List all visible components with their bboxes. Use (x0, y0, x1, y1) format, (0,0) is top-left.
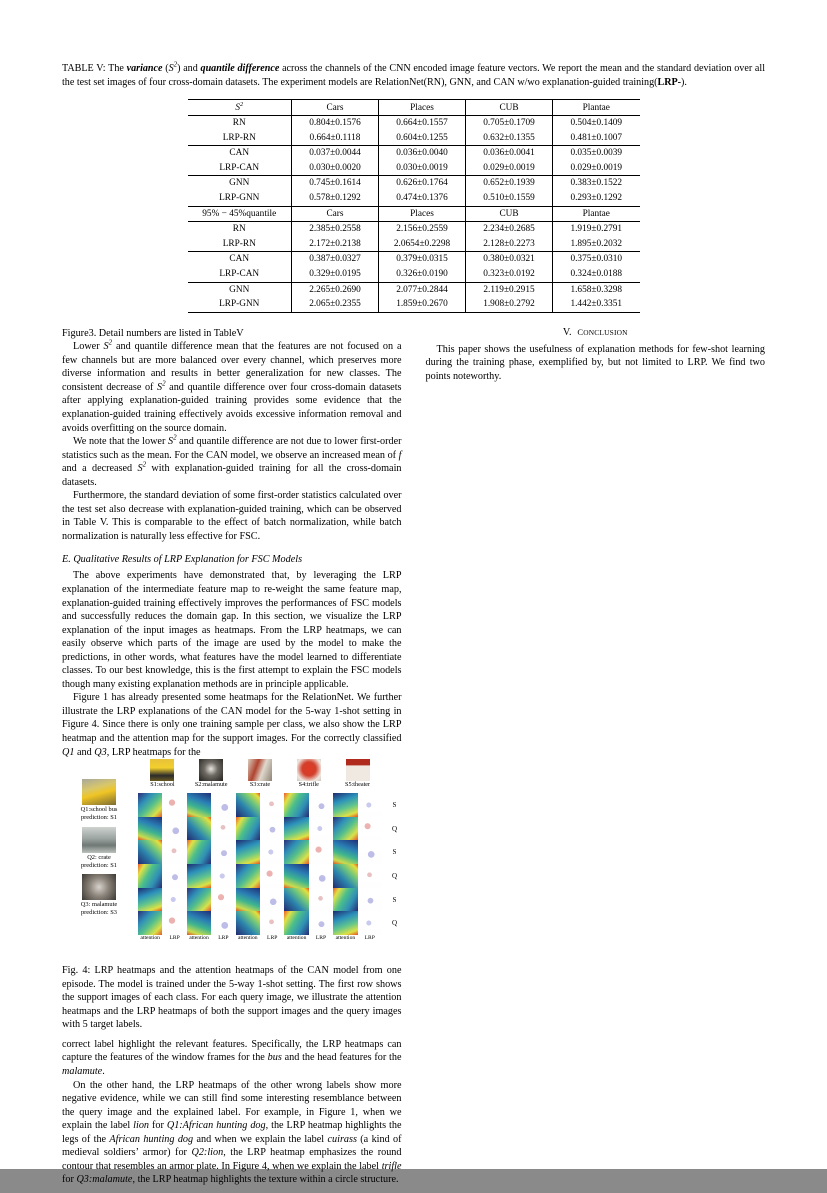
table-v-wrapper (62, 99, 765, 312)
table-header-row-s2 (188, 100, 640, 116)
table-cell: 0.036±0.0041 (466, 146, 553, 161)
support-thumbnail-s4 (297, 759, 321, 781)
lrp-heatmap-cell (260, 864, 284, 888)
support-cell (333, 759, 382, 793)
table-row (188, 116, 640, 131)
heatmap-row-pair (187, 888, 236, 912)
row-label: RN (232, 118, 246, 129)
support-cell (236, 759, 285, 793)
bottom-label-cell (236, 935, 285, 941)
query-item (62, 874, 136, 917)
lrp-heatmap-cell (211, 840, 235, 864)
table-cell: 0.578±0.1292 (292, 191, 379, 206)
attention-heatmap-cell (236, 793, 260, 817)
heatmap-row-pair (284, 793, 333, 817)
paragraph-correct-label: correct label highlight the relevant features. Specifically, the LRP heatmaps can capture the features of the window frames for the bus and the head features for the malamute. (62, 1038, 402, 1077)
table-row (188, 282, 640, 297)
attention-label: attention (238, 935, 258, 942)
row-label: GNN (188, 282, 292, 297)
table-cell: 1.895±0.2032 (553, 237, 640, 252)
attention-heatmap-cell (236, 864, 260, 888)
support-label: S5:theater (345, 781, 371, 789)
support-thumbnail-s3 (248, 759, 272, 781)
heatmap-column (236, 793, 285, 935)
table-cell: 0.705±0.1709 (466, 116, 553, 131)
attention-heatmap-cell (138, 888, 162, 912)
caption-mid-2: ) and (177, 63, 201, 74)
table-cell: 2.385±0.2558 (292, 222, 379, 237)
heatmap-row-pair (187, 864, 236, 888)
table-cell: 0.664±0.1118 (292, 131, 379, 146)
inline-s2-symbol: $S^2$ (137, 461, 147, 475)
lrp-heatmap-cell (260, 888, 284, 912)
heatmap-row-pair (138, 864, 187, 888)
heatmap-column (187, 793, 236, 935)
query-ref-q1: Q1 (62, 746, 75, 758)
attention-label: attention (189, 935, 209, 942)
lrp-heatmap-cell (162, 864, 186, 888)
lrp-label: LRP (267, 935, 278, 942)
lrp-heatmap-cell (260, 817, 284, 841)
attention-heatmap-cell (333, 911, 357, 935)
table-cell: 0.481±0.1007 (553, 131, 640, 146)
table-cell: 0.626±0.1764 (379, 176, 466, 191)
heatmap-row-pair (138, 911, 187, 935)
lrp-heatmap-cell (309, 817, 333, 841)
figure-bottom-label-row (138, 935, 382, 941)
italic-q1-ref: Q1:African hunting dog (166, 1120, 266, 1132)
table-cell: 0.504±0.1409 (553, 116, 640, 131)
heatmap-row-pair (284, 817, 333, 841)
support-cell (138, 759, 187, 793)
inline-f-symbol: f (398, 449, 402, 461)
caption-body: across the channels of the CNN encoded image feature vectors. We report the mean and the standard deviation over all the test set images of four cross-domain datasets. The experiment models are RelationNet(RN), GNN, and CAN w/wo explanation-guided training( (62, 63, 766, 89)
heatmap-row-pair (333, 864, 382, 888)
two-column-body (62, 327, 765, 1193)
lrp-label: LRP (218, 935, 229, 942)
lrp-label: LRP (315, 935, 327, 942)
attention-heatmap-cell (333, 864, 357, 888)
attention-heatmap-cell (236, 911, 260, 935)
table-cell: 0.324±0.0188 (553, 267, 640, 282)
lrp-heatmap-cell (211, 911, 235, 935)
table-cell: 0.293±0.1292 (553, 191, 640, 206)
lrp-heatmap-cell (358, 864, 382, 888)
header-cell: Cars (292, 206, 379, 222)
header-cell: Cars (292, 100, 379, 116)
header-cell: Places (379, 100, 466, 116)
support-thumbnail-s5 (346, 759, 370, 781)
table-cell: 0.036±0.0040 (379, 146, 466, 161)
table-cell: 1.908±0.2792 (466, 297, 553, 312)
support-label: S1:school (150, 781, 175, 789)
paragraph-figure3-ref: Figure3. Detail numbers are listed in TableV (62, 327, 244, 339)
table-cell: 2.119±0.2915 (466, 282, 553, 297)
bottom-label-cell (138, 935, 187, 941)
figure-4-caption: Fig. 4: LRP heatmaps and the attention heatmaps of the CAN model from one episode. The model is trained under the 5-way 1-shot setting. The first row shows the support images of each class. For each query image, we illustrate the attention heatmaps and the LRP heatmaps of both the support images and the query images with 5 target labels. (62, 965, 402, 1031)
table-row (188, 161, 640, 176)
row-marker: S (392, 848, 397, 857)
lrp-heatmap-cell (162, 793, 186, 817)
paragraph-conclusion: This paper shows the usefulness of explanation methods for few-shot learning during the training phase, exemplified by, but not limited to LRP. We find two points noteworthy. (425, 343, 765, 382)
attention-heatmap-cell (236, 817, 260, 841)
table-cell: 0.664±0.1557 (379, 116, 466, 131)
table-header-row-quantile (188, 206, 640, 222)
attention-heatmap-cell (138, 817, 162, 841)
row-marker: S (392, 800, 397, 809)
query-title: Q2: crate (87, 853, 111, 861)
query-title: Q1:school bus (80, 806, 118, 814)
lrp-label: LRP (169, 935, 180, 942)
table-row (188, 267, 640, 282)
heatmap-row-pair (236, 911, 285, 935)
attention-heatmap-cell (138, 864, 162, 888)
bottom-label-cell (284, 935, 333, 941)
attention-heatmap-cell (284, 864, 308, 888)
italic-lion: lion (133, 1120, 150, 1132)
header-cell: Plantae (553, 100, 640, 116)
figure-row-markers (388, 793, 401, 935)
italic-cuirass: cuirass (327, 1133, 357, 1145)
row-label: LRP-CAN (219, 162, 260, 173)
heatmap-row-pair (187, 817, 236, 841)
table-cell: 1.658±0.3298 (553, 282, 640, 297)
attention-heatmap-cell (333, 888, 357, 912)
paragraph-std-deviation: Furthermore, the standard deviation of some first-order statistics calculated over the test set also decrease with explanation-guided training, which can be observed in Table V. This is comparable to the effect of batch normalization, while batch normalization is naturally less effective for FSC. (62, 490, 402, 542)
heatmap-row-pair (333, 911, 382, 935)
lrp-heatmap-cell (162, 888, 186, 912)
attention-heatmap-cell (333, 840, 357, 864)
support-cell (284, 759, 333, 793)
query-thumbnail-q1 (82, 779, 116, 805)
table-cell: 0.380±0.0321 (466, 252, 553, 267)
heatmap-row-pair (138, 817, 187, 841)
attention-heatmap-cell (187, 817, 211, 841)
lrp-heatmap-cell (309, 911, 333, 935)
attention-heatmap-cell (333, 793, 357, 817)
row-marker: Q (391, 824, 398, 833)
query-prediction: prediction: S1 (80, 814, 118, 822)
heatmap-matrix (138, 793, 382, 935)
row-label: GNN (188, 176, 292, 191)
table-cell: 0.037±0.0044 (292, 146, 379, 161)
lrp-heatmap-cell (309, 840, 333, 864)
caption-s2-symbol: $S^2$ (168, 61, 178, 74)
table-v-body (188, 100, 640, 312)
heatmap-row-pair (333, 817, 382, 841)
heatmap-row-pair (138, 793, 187, 817)
lrp-heatmap-cell (358, 793, 382, 817)
table-cell: 0.604±0.1255 (379, 131, 466, 146)
table-cell: 0.632±0.1355 (466, 131, 553, 146)
table-cell: 0.375±0.0310 (553, 252, 640, 267)
table-cell: 2.172±0.2138 (292, 237, 379, 252)
lrp-heatmap-cell (211, 864, 235, 888)
inline-s2-symbol: $S^2$ (167, 434, 177, 448)
lrp-heatmap-cell (211, 793, 235, 817)
table-cell: 0.804±0.1576 (292, 116, 379, 131)
lrp-heatmap-cell (358, 888, 382, 912)
row-label: RN (232, 224, 246, 235)
heatmap-row-pair (333, 793, 382, 817)
attention-heatmap-cell (236, 840, 260, 864)
row-label: CAN (188, 146, 292, 161)
table-cell: 2.077±0.2844 (379, 282, 466, 297)
table-row (188, 131, 640, 146)
table-v (188, 99, 640, 312)
lrp-heatmap-cell (358, 817, 382, 841)
table-cell: 0.652±0.1939 (466, 176, 553, 191)
header-cell-metric: 95% − 45%quantile (188, 206, 292, 222)
bottom-label-cell (187, 935, 236, 941)
row-label: LRP-RN (222, 132, 256, 143)
header-cell: Places (379, 206, 466, 222)
table-cell: 0.474±0.1376 (379, 191, 466, 206)
lrp-heatmap-cell (162, 817, 186, 841)
row-marker: Q (391, 871, 398, 880)
heatmap-row-pair (284, 911, 333, 935)
table-cell: 1.919±0.2791 (553, 222, 640, 237)
attention-heatmap-cell (333, 817, 357, 841)
heatmap-row-pair (138, 888, 187, 912)
italic-malamute: malamute (62, 1065, 103, 1077)
row-label: CAN (188, 252, 292, 267)
table-row (188, 146, 640, 161)
attention-heatmap-cell (138, 793, 162, 817)
heatmap-row-pair (236, 864, 285, 888)
table-cell: 0.379±0.0315 (379, 252, 466, 267)
attention-heatmap-cell (284, 817, 308, 841)
table-cell: 0.029±0.0019 (466, 161, 553, 176)
heatmap-row-pair (187, 793, 236, 817)
support-label: S2:malamute (194, 781, 228, 789)
figure-4-image (62, 759, 401, 959)
attention-heatmap-cell (187, 864, 211, 888)
table-cell: 2.156±0.2559 (379, 222, 466, 237)
row-label: LRP-GNN (188, 297, 292, 312)
attention-heatmap-cell (236, 888, 260, 912)
table-cell: 0.035±0.0039 (553, 146, 640, 161)
support-cell (187, 759, 236, 793)
lrp-heatmap-cell (309, 793, 333, 817)
header-cell: Plantae (553, 206, 640, 222)
attention-heatmap-cell (284, 793, 308, 817)
caption-prefix: TABLE V: The (62, 63, 127, 74)
table-cell: 2.265±0.2690 (292, 282, 379, 297)
paragraph-figure1-heatmaps: Figure 1 has already presented some heatmaps for the RelationNet. We further illustrate the LRP explanations of the CAN model for the 5-way 1-shot setting in Figure 4. Since there is only one training sample per class, we also show the LRP heatmap and the attention map for the support images. For the correctly classified Q1 and Q3, LRP heatmaps for the (62, 692, 402, 758)
query-thumbnail-q3 (82, 874, 116, 900)
heatmap-row-pair (236, 888, 285, 912)
table-cell: 0.323±0.0192 (466, 267, 553, 282)
table-cell: 0.326±0.0190 (379, 267, 466, 282)
lrp-label: LRP (364, 935, 375, 942)
lrp-heatmap-cell (260, 911, 284, 935)
paragraph-wrong-labels: On the other hand, the LRP heatmaps of the other wrong labels show more negative evidence, while we can still find some interesting resemblance between the query image and the explained label. For example, in Figure 1, when we explain the label lion for Q1:African hunting dog, the LRP heatmap highlights the legs of the African hunting dog and when we explain the label cuirass (a kind of medieval soldiers’ armor) for Q2:lion, the LRP heatmap emphasizes the round contour that resembles an armor plate. In Figure 4, when we explain the label trifle for Q3:malamute, the LRP heatmap highlights the texture within a circle structure. (62, 1079, 402, 1186)
lrp-heatmap-cell (162, 911, 186, 935)
caption-lrp-bold: LRP- (657, 77, 682, 89)
inline-s2-symbol: $S^2$ (157, 380, 166, 393)
caption-quantile-term: quantile difference (200, 63, 280, 74)
attention-heatmap-cell (284, 888, 308, 912)
table-cell: 0.510±0.1559 (466, 191, 553, 206)
support-label: S3:crate (249, 781, 271, 789)
page-content (62, 61, 766, 1186)
query-thumbnail-q2 (82, 827, 116, 853)
table-cell: 0.029±0.0019 (553, 161, 640, 176)
table-caption (62, 62, 765, 90)
row-marker: S (392, 895, 397, 904)
lrp-heatmap-cell (260, 840, 284, 864)
lrp-heatmap-cell (358, 911, 382, 935)
inline-s2-symbol: $S^2$ (103, 339, 113, 353)
bottom-label-cell (333, 935, 382, 941)
caption-tail: ). (681, 77, 687, 89)
lrp-heatmap-cell (260, 793, 284, 817)
query-item (62, 779, 136, 822)
heatmap-row-pair (284, 864, 333, 888)
lrp-heatmap-cell (358, 840, 382, 864)
table-cell: 2.128±0.2273 (466, 237, 553, 252)
attention-heatmap-cell (284, 911, 308, 935)
attention-label: attention (286, 935, 307, 942)
attention-heatmap-cell (187, 793, 211, 817)
table-cell: 0.745±0.1614 (292, 176, 379, 191)
attention-label: attention (335, 935, 356, 942)
lrp-heatmap-cell (162, 840, 186, 864)
table-row (188, 176, 640, 191)
row-marker: Q (391, 919, 398, 928)
query-item (62, 827, 136, 870)
heatmap-row-pair (333, 840, 382, 864)
paragraph-lower-s2: Lower $S^2$ and quantile difference mean that the features are not focused on a few channels but are more balanced over every channel, which preserves more diverse information and results in better generalization for new classes. The consistent decrease of $S^2$ and quantile difference over four cross-domain datasets after applying explanation-guided training provides some evidence that the explanation-guided training effectively avoids excessive information removal and avoids overfitting on the source domain. (62, 339, 402, 434)
paragraph-first-order: We note that the lower $S^2$ and quantile difference are not due to lower first-order statistics such as the mean. For the CAN model, we observe an increased mean of f and a decreased $S^2$ with explanation-guided training for all the cross-domain datasets. (62, 434, 402, 488)
query-prediction: prediction: S1 (80, 861, 118, 869)
heatmap-column (284, 793, 333, 935)
support-thumbnail-s1 (150, 759, 174, 781)
query-title: Q3: malamute (80, 900, 118, 908)
support-image-row (138, 759, 382, 793)
conclusion-heading (426, 327, 766, 338)
section-heading-qualitative: E. Qualitative Results of LRP Explanation for FSC Models (62, 554, 303, 566)
heatmap-row-pair (236, 793, 285, 817)
italic-bus: bus (267, 1052, 282, 1064)
attention-heatmap-cell (138, 840, 162, 864)
italic-dog: African hunting dog (109, 1133, 194, 1145)
figure-query-column (62, 779, 136, 921)
attention-heatmap-cell (187, 840, 211, 864)
attention-heatmap-cell (284, 840, 308, 864)
table-cell: 2.065±0.2355 (292, 297, 379, 312)
support-thumbnail-s2 (199, 759, 223, 781)
heatmap-row-pair (284, 840, 333, 864)
query-ref-q3: Q3 (94, 746, 107, 758)
table-cell: 2.234±0.2685 (466, 222, 553, 237)
heatmap-row-pair (187, 911, 236, 935)
heatmap-row-pair (333, 888, 382, 912)
lrp-heatmap-cell (211, 817, 235, 841)
table-row (188, 237, 640, 252)
heatmap-column (333, 793, 382, 935)
heatmap-row-pair (284, 888, 333, 912)
figure-4-block (62, 759, 402, 1032)
header-cell-metric: $S^2$ (188, 100, 292, 116)
table-cell: 0.329±0.0195 (292, 267, 379, 282)
table-row (188, 191, 640, 206)
attention-heatmap-cell (187, 888, 211, 912)
table-cell: 2.0654±0.2298 (379, 237, 466, 252)
support-label: S4:trifle (298, 781, 319, 789)
figure-heatmap-grid (138, 759, 382, 945)
header-cell: CUB (466, 206, 553, 222)
caption-mid-1: ( (162, 63, 169, 74)
heatmap-row-pair (236, 840, 285, 864)
table-cell: 0.387±0.0327 (292, 252, 379, 267)
attention-heatmap-cell (187, 911, 211, 935)
table-cell: 0.030±0.0019 (379, 161, 466, 176)
table-cell: 1.442±0.3351 (553, 297, 640, 312)
heatmap-row-pair (138, 840, 187, 864)
table-row (188, 297, 640, 312)
conclusion-title: CONCLUSION (577, 326, 628, 337)
lrp-heatmap-cell (211, 888, 235, 912)
attention-heatmap-cell (138, 911, 162, 935)
lrp-heatmap-cell (309, 864, 333, 888)
table-cell: 0.030±0.0020 (292, 161, 379, 176)
italic-q3-ref: Q3:malamute (76, 1174, 133, 1186)
caption-variance-term: variance (126, 63, 163, 74)
table-row (188, 222, 640, 237)
table-row (188, 252, 640, 267)
heatmap-row-pair (187, 840, 236, 864)
row-label: LRP-CAN (219, 269, 260, 280)
header-cell: CUB (466, 100, 553, 116)
row-label: LRP-GNN (219, 193, 260, 204)
query-prediction: prediction: S3 (80, 909, 118, 917)
conclusion-number: V. (562, 326, 572, 338)
lrp-heatmap-cell (309, 888, 333, 912)
paragraph-above-experiments: The above experiments have demonstrated that, by leveraging the LRP explanation of the intermediate feature map to re-weight the same feature map, explanation-guided training effectively improves the performances of FSC models and successfully reduces the domain gap. In this section, we visualize the LRP explanation of the input images as heatmaps. From the LRP heatmaps, we can easily observe which parts of the image are used by the model to make the predictions, in other words, what features have the model learned to differentiate classes. To our best knowledge, this is the first attempt to explain the FSC models though many existing explanation methods are in principle applicable. (62, 570, 402, 690)
attention-label: attention (140, 935, 160, 942)
italic-trifle: trifle (381, 1160, 402, 1172)
heatmap-column (138, 793, 187, 935)
table-cell: 1.859±0.2670 (379, 297, 466, 312)
italic-q2-ref: Q2:lion (191, 1147, 224, 1159)
row-label: LRP-RN (222, 238, 256, 249)
heatmap-row-pair (236, 817, 285, 841)
table-cell: 0.383±0.1522 (553, 176, 640, 191)
